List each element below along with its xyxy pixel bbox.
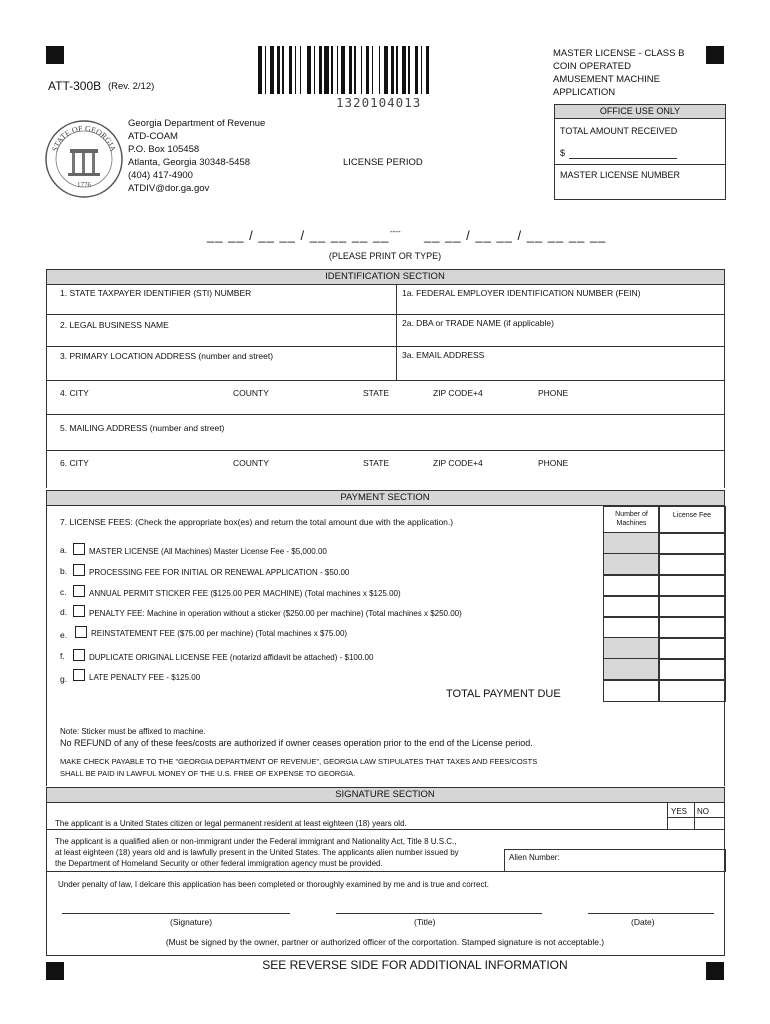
city-field[interactable]: 4. CITY <box>60 388 89 398</box>
barcode-bar <box>372 46 373 94</box>
lawful-money-note: SHALL BE PAID IN LAWFUL MONEY OF THE U.S. FREE OF EXPENSE TO GEORGIA. <box>60 769 356 778</box>
checkbox-processing-fee[interactable] <box>73 564 85 576</box>
yes-header: YES <box>671 807 688 816</box>
date-separator: ---- <box>390 227 401 236</box>
license-fees-instruction: 7. LICENSE FEES: (Check the appropriate box(es) and return the total amount due with the application.) <box>60 517 454 527</box>
license-period-from[interactable]: __ __ / __ __ / __ __ __ __ <box>207 228 390 243</box>
barcode-bar <box>319 46 322 94</box>
dollar-sign: $ <box>560 148 566 158</box>
title-label: (Title) <box>414 917 436 927</box>
agency-line: Georgia Department of Revenue <box>128 118 266 129</box>
form-id: ATT-300B <box>48 79 102 93</box>
sti-number-field[interactable]: 1. STATE TAXPAYER IDENTIFIER (STI) NUMBER <box>60 288 252 298</box>
citizen-statement: The applicant is a United States citizen or legal permanent resident at least eighteen (18) years old. <box>55 819 407 828</box>
barcode-bar <box>265 46 266 94</box>
total-received-line[interactable] <box>569 158 677 159</box>
total-fee-cell[interactable] <box>658 679 726 702</box>
barcode-number: 1320104013 <box>336 95 422 110</box>
date-label: (Date) <box>631 917 655 927</box>
item-letter-g: g. <box>60 674 68 684</box>
item-label-c: ANNUAL PERMIT STICKER FEE ($125.00 PER MACHINE) (Total machines x $125.00) <box>89 589 401 598</box>
fee-column-header: License Fee <box>658 506 726 534</box>
alien-statement-line: The applicant is a qualified alien or non-immigrant under the Federal immigrant and Nationality Act, Title 8 U.S.C., <box>55 837 457 846</box>
barcode-bar <box>270 46 274 94</box>
citizen-yes-box[interactable] <box>668 818 693 828</box>
item-letter-b: b. <box>60 566 68 576</box>
office-use-box <box>554 104 726 200</box>
item-label-g: LATE PENALTY FEE - $125.00 <box>89 673 201 682</box>
machines-column-header: Number of Machines <box>603 506 660 534</box>
citizen-no-box[interactable] <box>695 818 723 828</box>
item-label-e: REINSTATEMENT FEE ($75.00 per machine) (Total machines x $75.00) <box>91 629 348 638</box>
barcode-bar <box>402 46 406 94</box>
item-letter-a: a. <box>60 545 68 555</box>
master-number-label: MASTER LICENSE NUMBER <box>560 170 681 180</box>
barcode-bar <box>366 46 369 94</box>
barcode-bar <box>354 46 355 94</box>
barcode-bar <box>324 46 328 94</box>
reverse-side-notice: SEE REVERSE SIDE FOR ADDITIONAL INFORMATION <box>262 958 568 972</box>
identification-section-title: IDENTIFICATION SECTION <box>46 269 724 285</box>
barcode-bar <box>391 46 394 94</box>
alien-statement-line: the Department of Homeland Security or other federal immigration agency must be provided. <box>55 859 383 868</box>
fee-cell-d[interactable] <box>658 595 726 618</box>
form-revision: (Rev. 2/12) <box>108 81 155 92</box>
checkbox-penalty-fee[interactable] <box>73 605 85 617</box>
dba-field[interactable]: 2a. DBA or TRADE NAME (if applicable) <box>402 318 554 328</box>
barcode-bar <box>300 46 301 94</box>
perjury-statement: Under penalty of law, I delcare this application has been completed or thoroughly examined by me and is true and correct. <box>58 880 489 889</box>
barcode-bar <box>379 46 380 94</box>
fee-cell-b[interactable] <box>658 553 726 576</box>
fee-cell-a[interactable] <box>658 532 726 555</box>
no-header: NO <box>697 807 709 816</box>
signature-label: (Signature) <box>170 917 213 927</box>
total-payment-due-label: TOTAL PAYMENT DUE <box>446 688 561 700</box>
mailing-state-field[interactable]: STATE <box>363 458 390 468</box>
primary-address-field[interactable]: 3. PRIMARY LOCATION ADDRESS (number and street) <box>60 351 274 361</box>
georgia-seal-icon <box>44 119 124 199</box>
barcode-bar <box>307 46 311 94</box>
barcode-bar <box>426 46 429 94</box>
barcode-bar <box>349 46 352 94</box>
machines-cell-e[interactable] <box>603 616 660 639</box>
fee-cell-c[interactable] <box>658 574 726 597</box>
alien-number-label: Alien Number: <box>509 853 560 862</box>
mailing-city-field[interactable]: 6. CITY <box>60 458 89 468</box>
barcode <box>258 46 486 94</box>
form-title-line: APPLICATION <box>553 87 616 98</box>
alien-statement-line: at least eighteen (18) years old and is lawfully present in the United States. The applicants alien number issued by <box>55 848 459 857</box>
barcode-bar <box>331 46 332 94</box>
checkbox-reinstatement-fee[interactable] <box>75 626 87 638</box>
office-use-title: OFFICE USE ONLY <box>555 105 725 119</box>
alien-number-field[interactable] <box>504 849 726 872</box>
print-note: (PLEASE PRINT OR TYPE) <box>328 251 442 261</box>
seal-year: 1776 <box>77 181 91 189</box>
item-letter-c: c. <box>60 587 67 597</box>
legal-business-name-field[interactable]: 2. LEGAL BUSINESS NAME <box>60 320 169 330</box>
check-payable-note: MAKE CHECK PAYABLE TO THE "GEORGIA DEPARTMENT OF REVENUE", GEORGIA LAW STIPULATES THAT TAXES AND FEES/COSTS <box>60 757 538 766</box>
total-received-label: TOTAL AMOUNT RECEIVED <box>560 126 678 136</box>
signature-line[interactable] <box>62 913 290 914</box>
checkbox-sticker-fee[interactable] <box>73 585 85 597</box>
fee-cell-g[interactable] <box>658 658 726 681</box>
barcode-bar <box>341 46 345 94</box>
item-label-f: DUPLICATE ORIGINAL LICENSE FEE (notarizd affidavit be attached) - $100.00 <box>89 653 374 662</box>
fein-field[interactable]: 1a. FEDERAL EMPLOYER IDENTIFICATION NUMBER (FEIN) <box>402 288 641 298</box>
machines-cell-d[interactable] <box>603 595 660 618</box>
signature-section-title: SIGNATURE SECTION <box>46 787 724 803</box>
barcode-bar <box>361 46 362 94</box>
machines-cell-c[interactable] <box>603 574 660 597</box>
machines-cell-g <box>603 658 660 681</box>
refund-note: No REFUND of any of these fees/costs are authorized if owner ceases operation prior to the end of the License period. <box>60 738 533 748</box>
item-label-d: PENALTY FEE: Machine in operation without a sticker ($250.00 per machine) (Total machines x $250.00) <box>89 609 462 618</box>
date-line[interactable] <box>588 913 714 914</box>
mailing-phone-field[interactable]: PHONE <box>538 458 569 468</box>
item-label-b: PROCESSING FEE FOR INITIAL OR RENEWAL APPLICATION - $50.00 <box>89 568 350 577</box>
checkbox-late-penalty[interactable] <box>73 669 85 681</box>
barcode-bar <box>415 46 418 94</box>
agency-line: P.O. Box 105458 <box>128 144 200 155</box>
title-line[interactable] <box>336 913 542 914</box>
item-letter-e: e. <box>60 630 68 640</box>
barcode-bar <box>282 46 283 94</box>
barcode-bar <box>258 46 262 94</box>
mailing-address-field[interactable]: 5. MAILING ADDRESS (number and street) <box>60 423 225 433</box>
seal-text: STATE OF GEORGIA <box>50 123 118 153</box>
alien-statement <box>55 836 459 869</box>
registration-mark-top-left <box>46 46 64 64</box>
email-field[interactable]: 3a. EMAIL ADDRESS <box>402 350 485 360</box>
form-title-line: AMUSEMENT MACHINE <box>553 74 660 85</box>
barcode-bar <box>277 46 280 94</box>
state-field[interactable]: STATE <box>363 388 390 398</box>
registration-mark-top-right <box>706 46 724 64</box>
sticker-note: Note: Sticker must be affixed to machine. <box>60 727 206 736</box>
phone-field[interactable]: PHONE <box>538 388 569 398</box>
agency-line: ATDIV@dor.ga.gov <box>128 183 210 194</box>
agency-line: Atlanta, Georgia 30348-5458 <box>128 157 251 168</box>
license-period-label: LICENSE PERIOD <box>343 157 423 168</box>
form-title <box>553 47 684 99</box>
barcode-bar <box>396 46 397 94</box>
agency-line: (404) 417-4900 <box>128 170 193 181</box>
form-title-line: MASTER LICENSE - CLASS B <box>553 48 685 59</box>
mailing-zip-field[interactable]: ZIP CODE+4 <box>433 458 483 468</box>
item-label-a: MASTER LICENSE (All Machines) Master License Fee - $5,000.00 <box>89 547 327 556</box>
machines-cell-b <box>603 553 660 576</box>
svg-text:STATE OF GEORGIA <box>50 124 118 153</box>
item-letter-d: d. <box>60 607 68 617</box>
item-letter-f: f. <box>60 651 65 661</box>
payment-section-title: PAYMENT SECTION <box>46 490 724 506</box>
fee-cell-f[interactable] <box>658 637 726 660</box>
zip-field[interactable]: ZIP CODE+4 <box>433 388 483 398</box>
county-field[interactable]: COUNTY <box>233 388 269 398</box>
barcode-bar <box>314 46 315 94</box>
mailing-county-field[interactable]: COUNTY <box>233 458 269 468</box>
barcode-bar <box>421 46 422 94</box>
agency-address <box>128 117 265 195</box>
total-machines-cell[interactable] <box>603 679 660 702</box>
form-title-line: COIN OPERATED <box>553 61 631 72</box>
agency-line: ATD-COAM <box>128 131 178 142</box>
barcode-bar <box>289 46 292 94</box>
checkbox-duplicate-fee[interactable] <box>73 649 85 661</box>
barcode-bar <box>337 46 338 94</box>
barcode-bar <box>408 46 409 94</box>
machines-cell-f <box>603 637 660 660</box>
barcode-bar <box>384 46 388 94</box>
license-period-to[interactable]: __ __ / __ __ / __ __ __ __ <box>424 228 607 243</box>
fee-cell-e[interactable] <box>658 616 726 639</box>
checkbox-master-license[interactable] <box>73 543 85 555</box>
barcode-bar <box>295 46 296 94</box>
machines-cell-a <box>603 532 660 555</box>
signing-requirement: (Must be signed by the owner, partner or authorized officer of the corportation. Stamped signature is not acceptable.) <box>165 937 605 947</box>
